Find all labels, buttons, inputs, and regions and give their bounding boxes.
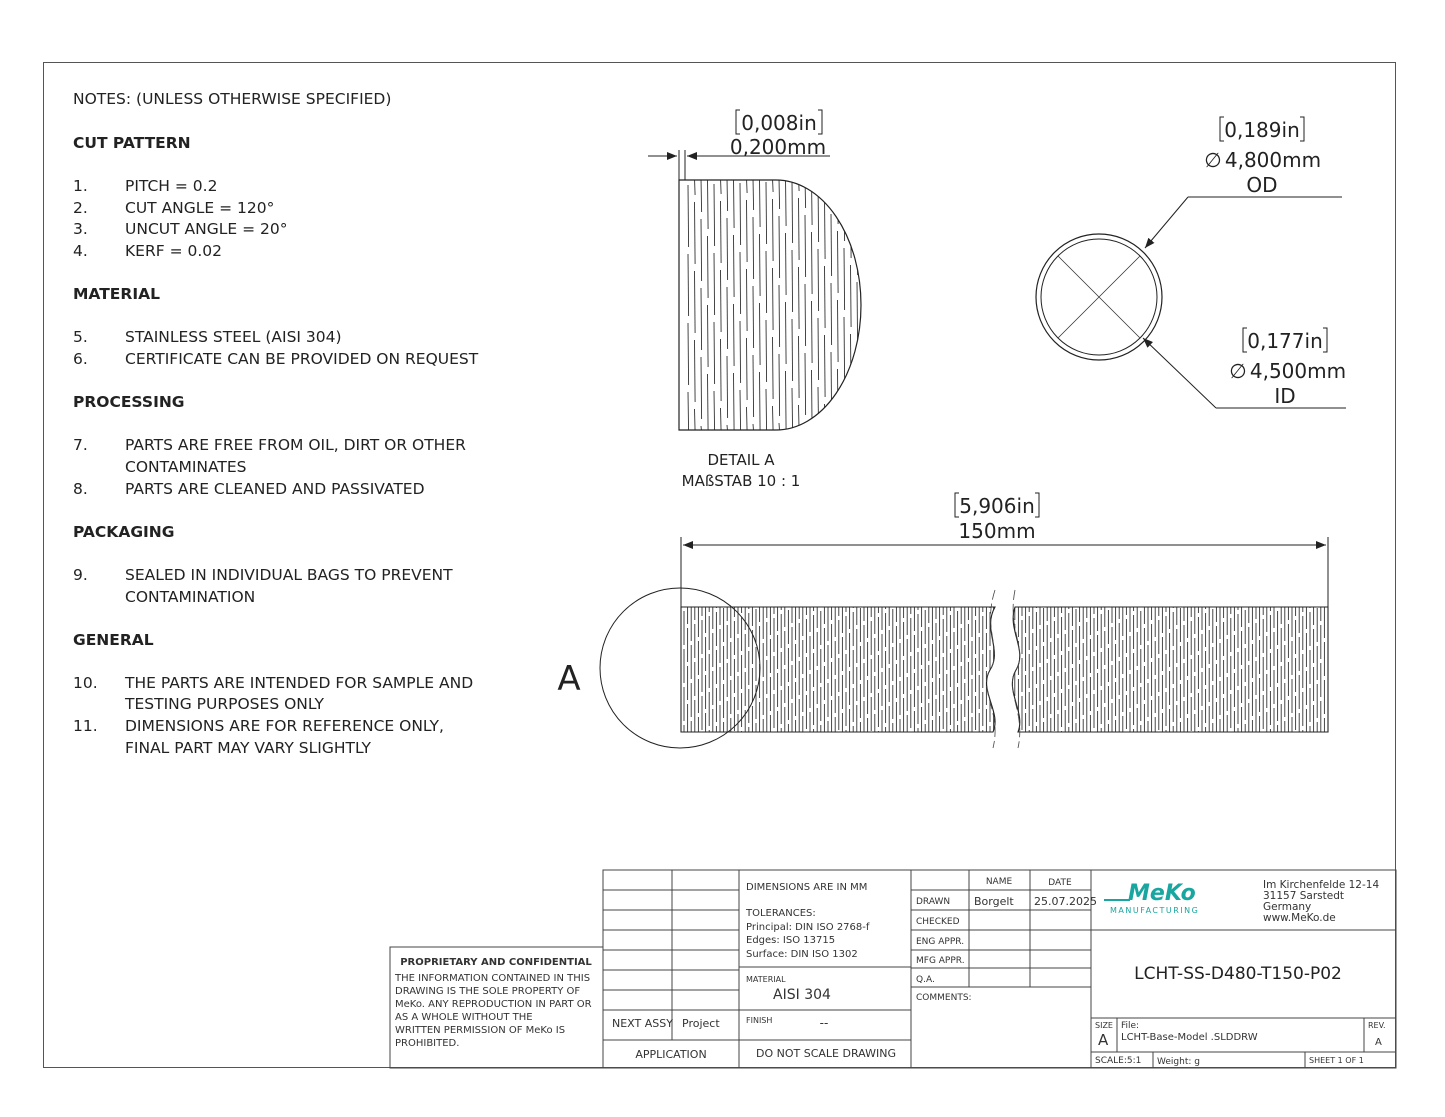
cut-slot <box>695 340 696 402</box>
meko-logo-subtitle: MANUFACTURING <box>1110 906 1200 915</box>
cut-slot <box>695 409 696 432</box>
file-value: LCHT-Base-Model .SLDDRW <box>1121 1032 1258 1043</box>
cut-slot <box>766 389 767 432</box>
cut-slot <box>786 233 787 295</box>
section-title-processing: PROCESSING <box>73 393 185 411</box>
cut-slot <box>799 405 800 432</box>
cut-slot <box>747 338 748 400</box>
proprietary-text: DRAWING IS THE SOLE PROPERTY OF <box>395 986 581 997</box>
cut-slot <box>760 372 761 432</box>
cut-slot <box>812 301 813 363</box>
meko-logo: MeKo <box>1128 881 1196 906</box>
cut-slot <box>851 196 852 258</box>
note-text: KERF = 0.02 <box>125 242 222 260</box>
cut-slot <box>786 371 787 432</box>
cut-slot <box>753 355 754 417</box>
rev-label: REV. <box>1368 1021 1386 1030</box>
row-label-qa: Q.A. <box>916 975 935 985</box>
scale-label: SCALE:5:1 <box>1095 1056 1142 1066</box>
note-number: 1. <box>73 177 88 195</box>
cut-slot <box>701 178 702 212</box>
cut-slot <box>825 197 826 259</box>
kerf-dim-inch: 0,008in <box>741 111 817 135</box>
column-name-header: NAME <box>985 877 1013 887</box>
cut-slot <box>851 265 852 327</box>
cut-slot <box>857 178 858 206</box>
note-number: 6. <box>73 350 88 368</box>
section-title-packaging: PACKAGING <box>73 523 175 541</box>
detail-a-view <box>648 110 861 490</box>
cut-slot <box>688 323 689 385</box>
length-dim-inch: 5,906in <box>959 494 1035 518</box>
note-text: PARTS ARE CLEANED AND PASSIVATED <box>125 480 425 498</box>
note-text: CONTAMINATES <box>125 458 247 476</box>
cut-slot <box>773 406 774 432</box>
note-text: CONTAMINATION <box>125 588 256 606</box>
row-label-mfg-appr: MFG APPR. <box>916 956 965 966</box>
id-dim-inch: 0,177in <box>1247 329 1323 353</box>
cut-slot <box>714 253 715 315</box>
cut-slot <box>779 285 780 347</box>
tolerances-line: Principal: DIN ISO 2768-f <box>746 922 870 933</box>
cut-slot <box>818 387 819 432</box>
cut-slot <box>734 304 735 366</box>
cut-slot <box>766 320 767 382</box>
cut-slot <box>812 178 813 225</box>
cut-slot <box>695 271 696 333</box>
kerf-dim-mm: 0,200mm <box>729 135 827 159</box>
cut-slot <box>695 202 696 264</box>
id-label: ID <box>1274 384 1296 408</box>
cut-slot <box>805 353 806 415</box>
row-label-eng-appr: ENG APPR. <box>916 937 965 947</box>
note-number: 7. <box>73 436 88 454</box>
cut-slot <box>831 178 832 207</box>
cut-slot <box>721 339 722 401</box>
note-text: THE PARTS ARE INTENDED FOR SAMPLE AND <box>125 674 474 692</box>
cut-slot <box>773 337 774 399</box>
material-value: AISI 304 <box>773 987 831 1003</box>
cut-slot <box>786 302 787 364</box>
id-dim-mm: 4,500mm <box>1249 359 1347 383</box>
address-line: Im Kirchenfelde 12-14 <box>1263 879 1380 891</box>
od-leader <box>1145 197 1188 248</box>
cut-slot <box>760 303 761 365</box>
cut-slot <box>838 231 839 293</box>
cut-slot <box>799 198 800 260</box>
cut-slot <box>844 317 845 379</box>
cut-slot <box>760 178 761 227</box>
part-number: LCHT-SS-D480-T150-P02 <box>1134 964 1342 984</box>
cut-slot <box>779 423 780 432</box>
row-label-drawn: DRAWN <box>916 897 951 907</box>
cut-slot <box>753 424 754 432</box>
cross-section-view <box>1036 117 1346 408</box>
cut-slot <box>727 178 728 211</box>
cut-slot <box>708 374 709 432</box>
cut-slot <box>701 288 702 350</box>
cut-slot <box>766 251 767 313</box>
column-date-header: DATE <box>1048 878 1072 888</box>
cut-slot <box>747 407 748 432</box>
cut-slot <box>688 254 689 316</box>
note-number: 10. <box>73 674 98 692</box>
cut-slot <box>818 249 819 311</box>
detail-a-marker: A <box>557 659 581 699</box>
cut-slot <box>779 178 780 209</box>
cut-slot <box>825 178 826 190</box>
diameter-symbol: ∅ <box>1229 359 1247 383</box>
finish-label: FINISH <box>746 1016 773 1025</box>
proprietary-title: PROPRIETARY AND CONFIDENTIAL <box>400 957 592 968</box>
cut-slot <box>708 236 709 298</box>
tube-outline-right <box>1012 607 1328 732</box>
cut-slot <box>753 286 754 348</box>
sheet-label: SHEET 1 OF 1 <box>1309 1056 1364 1065</box>
section-title-cut-pattern: CUT PATTERN <box>73 134 191 152</box>
cut-slot <box>734 235 735 297</box>
cut-slot <box>721 201 722 263</box>
cut-slot <box>857 351 858 413</box>
cut-slot <box>838 369 839 431</box>
cut-slot <box>844 386 845 432</box>
cut-slot <box>818 318 819 380</box>
cut-slot <box>825 335 826 397</box>
note-text: UNCUT ANGLE = 20° <box>125 220 288 238</box>
cut-slot <box>701 357 702 419</box>
cut-slot <box>831 352 832 414</box>
project-label: Project <box>682 1017 720 1030</box>
cut-slot <box>727 356 728 418</box>
proprietary-text: THE INFORMATION CONTAINED IN THIS <box>395 973 591 984</box>
note-number: 9. <box>73 566 88 584</box>
cut-slot <box>766 182 767 244</box>
cut-slot <box>773 268 774 330</box>
cut-slot <box>779 354 780 416</box>
note-text: CUT ANGLE = 120° <box>125 199 275 217</box>
note-text: CERTIFICATE CAN BE PROVIDED ON REQUEST <box>125 350 479 368</box>
proprietary-text: MeKo. ANY REPRODUCTION IN PART OR <box>395 999 592 1010</box>
cut-slot <box>747 200 748 262</box>
cut-slot <box>714 391 715 432</box>
note-text: SEALED IN INDIVIDUAL BAGS TO PREVENT <box>125 566 453 584</box>
cut-slot <box>727 287 728 349</box>
cut-slot <box>838 178 839 224</box>
note-number: 5. <box>73 328 88 346</box>
note-text: FINAL PART MAY VARY SLIGHTLY <box>125 739 372 757</box>
od-label: OD <box>1246 173 1278 197</box>
cut-slot <box>714 184 715 246</box>
row-label-checked: CHECKED <box>916 917 960 927</box>
weight-label: Weight: g <box>1157 1057 1200 1067</box>
cut-slot <box>838 300 839 362</box>
note-text: PARTS ARE FREE FROM OIL, DIRT OR OTHER <box>125 436 466 454</box>
tolerances-line: TOLERANCES: <box>746 908 816 919</box>
cut-slot <box>851 178 852 189</box>
cut-slot <box>831 283 832 345</box>
file-label: File: <box>1121 1021 1140 1031</box>
detail-a-callout-circle <box>600 588 760 748</box>
tolerances-line: Surface: DIN ISO 1302 <box>746 949 858 960</box>
cut-slot <box>805 215 806 277</box>
cut-slot <box>818 180 819 242</box>
cut-slot <box>773 199 774 261</box>
cut-slot <box>727 425 728 432</box>
cut-slot <box>805 284 806 346</box>
cut-slot <box>708 305 709 367</box>
length-dim-mm: 150mm <box>958 519 1036 543</box>
note-text: TESTING PURPOSES ONLY <box>125 695 324 713</box>
address-line: www.MeKo.de <box>1263 912 1336 924</box>
cut-slot <box>688 392 689 432</box>
finish-value: -- <box>819 1016 829 1030</box>
cut-slot <box>740 390 741 432</box>
notes-header: NOTES: (UNLESS OTHERWISE SPECIFIED) <box>73 90 392 108</box>
note-number: 2. <box>73 199 88 217</box>
note-number: 11. <box>73 717 98 735</box>
section-title-material: MATERIAL <box>73 285 160 303</box>
diameter-symbol: ∅ <box>1204 148 1222 172</box>
cut-slot <box>857 420 858 432</box>
note-number: 8. <box>73 480 88 498</box>
application-label: APPLICATION <box>635 1048 707 1061</box>
cut-slot <box>831 421 832 432</box>
cut-slot <box>714 322 715 384</box>
cut-slot <box>805 422 806 432</box>
tube-cut-pattern-left <box>684 607 997 733</box>
proprietary-text: AS A WHOLE WITHOUT THE <box>395 1012 533 1023</box>
drawn-date: 25.07.2025 <box>1034 895 1097 908</box>
cut-slot <box>844 248 845 310</box>
cut-slot <box>857 282 858 344</box>
cut-slot <box>760 234 761 296</box>
next-assy-label: NEXT ASSY <box>612 1017 673 1030</box>
cut-slot <box>721 408 722 432</box>
size-label: SIZE <box>1095 1021 1113 1030</box>
cut-slot <box>734 178 735 228</box>
detail-outline <box>679 180 861 430</box>
material-label: MATERIAL <box>746 975 786 984</box>
cut-slot <box>740 321 741 383</box>
cut-slot <box>721 270 722 332</box>
tube-outline-left <box>681 607 995 732</box>
cut-slot <box>812 232 813 294</box>
cut-slot <box>734 373 735 432</box>
tolerances-line: Edges: ISO 13715 <box>746 935 836 946</box>
cut-slot <box>792 388 793 432</box>
comments-label: COMMENTS: <box>916 993 972 1003</box>
dimensions-note: DIMENSIONS ARE IN MM <box>746 882 868 893</box>
address-line: 31157 Sarstedt <box>1263 890 1344 902</box>
id-leader <box>1143 338 1216 408</box>
cut-slot <box>799 267 800 329</box>
note-text: DIMENSIONS ARE FOR REFERENCE ONLY, <box>125 717 444 735</box>
cut-slot <box>805 178 806 208</box>
note-text: PITCH = 0.2 <box>125 177 218 195</box>
cut-slot <box>792 250 793 312</box>
cut-slot <box>753 217 754 279</box>
detail-cut-pattern <box>688 178 858 432</box>
proprietary-text: WRITTEN PERMISSION OF MeKo IS <box>395 1025 566 1036</box>
tube-side-view <box>557 493 1328 748</box>
cut-slot <box>701 426 702 432</box>
address-line: Germany <box>1263 901 1312 913</box>
cut-slot <box>708 178 709 229</box>
do-not-scale-note: DO NOT SCALE DRAWING <box>756 1047 896 1060</box>
cut-slot <box>786 178 787 226</box>
od-dim-inch: 0,189in <box>1224 118 1300 142</box>
rev-value: A <box>1375 1037 1382 1048</box>
note-number: 3. <box>73 220 88 238</box>
cut-slot <box>812 370 813 432</box>
detail-scale-caption: MAßSTAB 10 : 1 <box>681 472 801 490</box>
cut-slot <box>831 214 832 276</box>
cut-slot <box>740 183 741 245</box>
cut-slot <box>688 185 689 247</box>
proprietary-text: PROHIBITED. <box>395 1038 460 1049</box>
section-title-general: GENERAL <box>73 631 154 649</box>
note-text: STAINLESS STEEL (AISI 304) <box>125 328 342 346</box>
tube-cut-pattern-right <box>1004 607 1328 733</box>
cut-slot <box>792 319 793 381</box>
note-number: 4. <box>73 242 88 260</box>
cut-slot <box>799 336 800 398</box>
cut-slot <box>753 178 754 210</box>
cut-slot <box>701 219 702 281</box>
detail-caption: DETAIL A <box>707 451 775 469</box>
cut-slot <box>779 216 780 278</box>
cut-slot <box>851 403 852 432</box>
cut-slot <box>727 218 728 280</box>
cut-slot <box>740 252 741 314</box>
cut-slot <box>747 269 748 331</box>
cut-slot <box>825 266 826 328</box>
drawn-by-name: Borgelt <box>974 895 1014 908</box>
od-dim-mm: 4,800mm <box>1224 148 1322 172</box>
cut-slot <box>792 181 793 243</box>
title-block-text <box>394 877 1386 1067</box>
size-value: A <box>1098 1031 1109 1049</box>
